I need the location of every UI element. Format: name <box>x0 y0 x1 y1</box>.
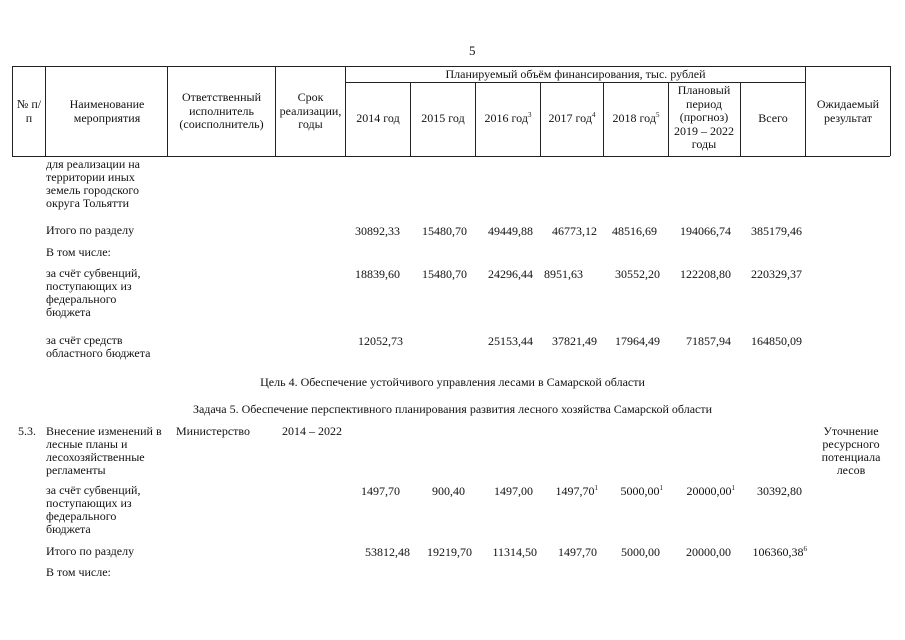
header-2016 <box>476 112 540 126</box>
row-label: за счёт субвенций, поступающих из федерального бюджета <box>46 483 141 536</box>
cell-2018: 5000,00 <box>621 545 660 559</box>
cell-total <box>753 545 808 560</box>
cell-2017: 37821,49 <box>552 334 597 348</box>
cell-2015: 19219,70 <box>427 545 472 559</box>
cell-2014: 53812,48 <box>365 545 410 559</box>
header-2018 <box>604 112 668 126</box>
cell-2017: 1497,70 <box>558 545 597 559</box>
cell-2016: 49449,88 <box>488 224 533 238</box>
cell-2014: 12052,73 <box>358 334 403 348</box>
header-2014: 2014 год <box>356 111 400 125</box>
cell-2016: 24296,44 <box>488 267 533 281</box>
cell-2019-2022: 122208,80 <box>680 267 731 281</box>
header-2016-label: 2016 год <box>484 111 528 125</box>
cell-2014: 1497,70 <box>361 484 400 498</box>
header-2017-label: 2017 год <box>548 111 592 125</box>
goal-heading: Цель 4. Обеспечение устойчивого управления лесами в Самарской области <box>260 375 645 389</box>
header-total: Всего <box>758 111 788 125</box>
footnote-marker: 1 <box>731 484 735 492</box>
footnote-marker: 3 <box>527 111 532 119</box>
footnote-marker: 4 <box>591 111 596 119</box>
cell-total: 220329,37 <box>751 267 802 281</box>
row-executor: Министерство <box>176 424 250 438</box>
cell-2019-2022 <box>687 484 736 499</box>
header-name: Наименование мероприятия <box>69 97 145 125</box>
footnote-marker: 1 <box>659 484 663 492</box>
cell-2014: 30892,33 <box>355 224 400 238</box>
cell-total: 30392,80 <box>757 484 802 498</box>
header-executor: Ответственный исполнитель (соисполнитель) <box>179 90 264 131</box>
cell-2019-2022: 194066,74 <box>680 224 731 238</box>
cell-2017: 8951,63 <box>544 267 583 281</box>
cell-value: 5000,00 <box>620 484 660 498</box>
row-label: Итого по разделу <box>46 223 135 237</box>
cell-2014: 18839,60 <box>355 267 400 281</box>
header-expected-result: Ожидаемый результат <box>816 97 880 125</box>
cell-2015: 900,40 <box>432 484 465 498</box>
cell-value: 20000,00 <box>686 484 732 498</box>
cell-value: 1497,70 <box>555 484 595 498</box>
cell-2018: 30552,20 <box>615 267 660 281</box>
cell-2017: 46773,12 <box>552 224 597 238</box>
page-number: 5 <box>469 43 476 58</box>
cell-2018 <box>621 484 664 499</box>
cell-2016: 1497,00 <box>494 484 533 498</box>
cell-total: 164850,09 <box>751 334 802 348</box>
cell-2015: 15480,70 <box>422 267 467 281</box>
footnote-marker: 6 <box>803 545 807 553</box>
header-2015: 2015 год <box>421 111 465 125</box>
cell-2018: 48516,69 <box>612 224 657 238</box>
cell-value: 106360,38 <box>752 545 804 559</box>
row-number: 5.3. <box>18 424 36 438</box>
cell-total: 385179,46 <box>751 224 802 238</box>
row-label: за счёт средств областного бюджета <box>46 333 151 360</box>
in-that-number-label: В том числе: <box>46 245 111 259</box>
in-that-number-label: В том числе: <box>46 565 111 579</box>
cell-2019-2022: 20000,00 <box>686 545 731 559</box>
cell-2019-2022: 71857,94 <box>686 334 731 348</box>
cell-2016: 25153,44 <box>488 334 533 348</box>
row-label: Итого по разделу <box>46 544 135 558</box>
header-term: Срок реализации, годы <box>279 90 342 131</box>
cell-2015: 15480,70 <box>422 224 467 238</box>
row-expected-result: Уточнение ресурсного потенциала лесов <box>821 424 881 477</box>
header-2018-label: 2018 год <box>612 111 656 125</box>
cell-2017 <box>556 484 599 499</box>
task-heading: Задача 5. Обеспечение перспективного планирования развития лесного хозяйства Самарской области <box>192 402 713 416</box>
cell-2016: 11314,50 <box>492 545 537 559</box>
header-plan-period: Плановый период (прогноз) 2019 – 2022 годы <box>674 83 734 151</box>
row-term: 2014 – 2022 <box>282 424 342 438</box>
continued-text: для реализации на территории иных земель городского округа Тольятти <box>46 157 141 210</box>
header-number: № п/п <box>16 97 42 125</box>
footnote-marker: 1 <box>594 484 598 492</box>
header-2017 <box>541 112 603 126</box>
row-label: Внесение изменений в лесные планы и лесохозяйственные регламенты <box>46 424 162 477</box>
header-planned-funding: Планируемый объём финансирования, тыс. рублей <box>445 67 706 81</box>
footnote-marker: 5 <box>655 111 660 119</box>
cell-2018: 17964,49 <box>615 334 660 348</box>
row-label: за счёт субвенций, поступающих из федерального бюджета <box>46 266 141 319</box>
